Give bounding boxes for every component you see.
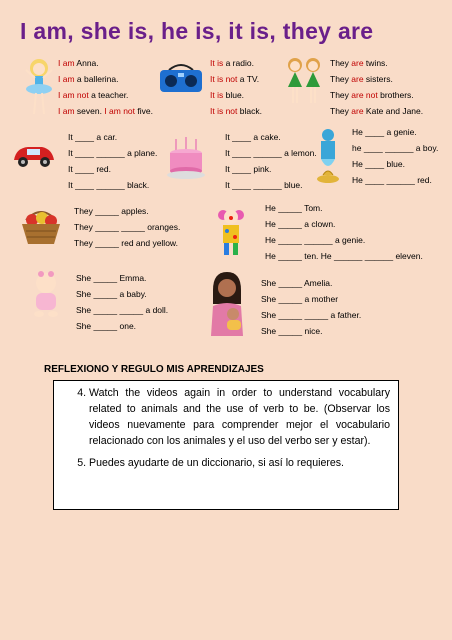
sentence-text: They bbox=[330, 74, 352, 84]
exercise-sentence: He ____ blue. bbox=[352, 159, 405, 169]
reflection-item: 4. Watch the videos again in order to understand vocabulary related to animals and the use of verb to be. (Observar los videos nuevamente para comprender mejor el vocabulario relacionado con los animales y el uso del verbo ser y estar). bbox=[89, 385, 390, 449]
example-sentence bbox=[210, 103, 262, 119]
sentence-text: twins. bbox=[363, 58, 388, 68]
sentence-text: They bbox=[330, 58, 352, 68]
exercise-sentence: She _____ Emma. bbox=[76, 273, 147, 283]
amelia-exercise bbox=[261, 275, 361, 339]
example-sentence bbox=[330, 55, 423, 71]
reflection-box bbox=[53, 380, 399, 510]
exercise-sentence: It ____ red. bbox=[68, 164, 112, 174]
verb-highlight: I am bbox=[58, 74, 75, 84]
section-title: REFLEXIONO Y REGULO MIS APRENDIZAJES bbox=[44, 364, 264, 375]
exercise-sentence: They _____ red and yellow. bbox=[74, 238, 178, 248]
exercise-sentence: She _____ Amelia. bbox=[261, 278, 333, 288]
sentence-text: seven. bbox=[74, 106, 105, 116]
it-is-examples bbox=[210, 55, 262, 119]
sentence-text: They bbox=[330, 106, 352, 116]
sentence-text: blue. bbox=[223, 90, 245, 100]
sentence-text: a ballerina. bbox=[74, 74, 119, 84]
ballerina-image bbox=[22, 56, 56, 122]
genie-exercise bbox=[352, 124, 438, 188]
example-sentence bbox=[58, 55, 153, 71]
baby-image bbox=[28, 270, 64, 322]
example-sentence bbox=[210, 71, 262, 87]
example-sentence bbox=[58, 87, 153, 103]
exercise-sentence: She _____ one. bbox=[76, 321, 137, 331]
exercise-sentence: He ____ ______ red. bbox=[352, 175, 432, 185]
exercise-sentence: She _____ a mother bbox=[261, 294, 339, 304]
exercise-sentence: She _____ a baby. bbox=[76, 289, 147, 299]
exercise-sentence: It ____ ______ black. bbox=[68, 180, 150, 190]
exercise-sentence: They _____ _____ oranges. bbox=[74, 222, 181, 232]
example-sentence bbox=[330, 103, 423, 119]
exercise-sentence: It ____ ______ a lemon. bbox=[225, 148, 317, 158]
verb-highlight: It is not bbox=[210, 106, 238, 116]
verb-highlight: are bbox=[351, 106, 364, 116]
cake-exercise bbox=[225, 129, 317, 193]
exercise-sentence: It ____ pink. bbox=[225, 164, 272, 174]
exercise-sentence: They _____ apples. bbox=[74, 206, 149, 216]
mother-baby-image bbox=[203, 270, 251, 336]
reflection-item: 5. Puedes ayudarte de un diccionario, si así lo requieres. bbox=[89, 455, 390, 471]
example-sentence bbox=[210, 55, 262, 71]
verb-highlight: are bbox=[351, 74, 364, 84]
clown-image bbox=[213, 205, 249, 259]
sentence-text: Kate and Jane. bbox=[363, 106, 424, 116]
emma-exercise bbox=[76, 270, 168, 334]
verb-highlight: It is bbox=[210, 90, 224, 100]
apples-basket-image bbox=[18, 204, 64, 246]
exercise-sentence: He ____ a genie. bbox=[352, 127, 417, 137]
exercise-sentence: He _____ Tom. bbox=[265, 203, 323, 213]
exercise-sentence: It ____ a car. bbox=[68, 132, 118, 142]
radio-image bbox=[157, 60, 205, 94]
sentence-text: five. bbox=[135, 106, 153, 116]
they-are-examples bbox=[330, 55, 423, 119]
sentence-text: Anna. bbox=[74, 58, 99, 68]
example-sentence bbox=[210, 87, 262, 103]
cake-image bbox=[166, 135, 206, 181]
exercise-sentence: She _____ nice. bbox=[261, 326, 323, 336]
sentence-text: a teacher. bbox=[88, 90, 129, 100]
verb-highlight: It is bbox=[210, 58, 224, 68]
apples-exercise bbox=[74, 203, 180, 251]
verb-highlight: are not bbox=[351, 90, 378, 100]
verb-highlight: I am bbox=[58, 58, 75, 68]
clown-exercise bbox=[265, 200, 423, 264]
sentence-text: black. bbox=[237, 106, 262, 116]
twins-image bbox=[284, 55, 324, 109]
sentence-text: brothers. bbox=[377, 90, 414, 100]
exercise-sentence: She _____ _____ a father. bbox=[261, 310, 362, 320]
example-sentence bbox=[330, 71, 423, 87]
example-sentence bbox=[58, 71, 153, 87]
page-title: I am, she is, he is, it is, they are bbox=[20, 18, 374, 44]
i-am-examples bbox=[58, 55, 153, 119]
verb-highlight: It is not bbox=[210, 74, 238, 84]
sentence-text: They bbox=[330, 90, 352, 100]
exercise-sentence: She _____ _____ a doll. bbox=[76, 305, 169, 315]
verb-highlight: I am bbox=[58, 106, 75, 116]
exercise-sentence: It ____ ______ a plane. bbox=[68, 148, 158, 158]
verb-highlight: are bbox=[351, 58, 364, 68]
genie-image bbox=[313, 127, 343, 189]
exercise-sentence: He _____ ______ a genie. bbox=[265, 235, 366, 245]
sentence-text: a radio. bbox=[223, 58, 254, 68]
sentence-text: a TV. bbox=[237, 74, 260, 84]
exercise-sentence: He _____ ten. He ______ ______ eleven. bbox=[265, 251, 423, 261]
exercise-sentence: It ____ a cake. bbox=[225, 132, 281, 142]
car-exercise bbox=[68, 129, 157, 193]
verb-highlight: I am not bbox=[58, 90, 89, 100]
car-image bbox=[12, 140, 56, 170]
exercise-sentence: He _____ a clown. bbox=[265, 219, 336, 229]
sentence-text: sisters. bbox=[363, 74, 393, 84]
example-sentence bbox=[58, 103, 153, 119]
exercise-sentence: It ____ ______ blue. bbox=[225, 180, 303, 190]
verb-highlight: I am not bbox=[104, 106, 136, 116]
example-sentence bbox=[330, 87, 423, 103]
exercise-sentence: he ____ ______ a boy. bbox=[352, 143, 439, 153]
